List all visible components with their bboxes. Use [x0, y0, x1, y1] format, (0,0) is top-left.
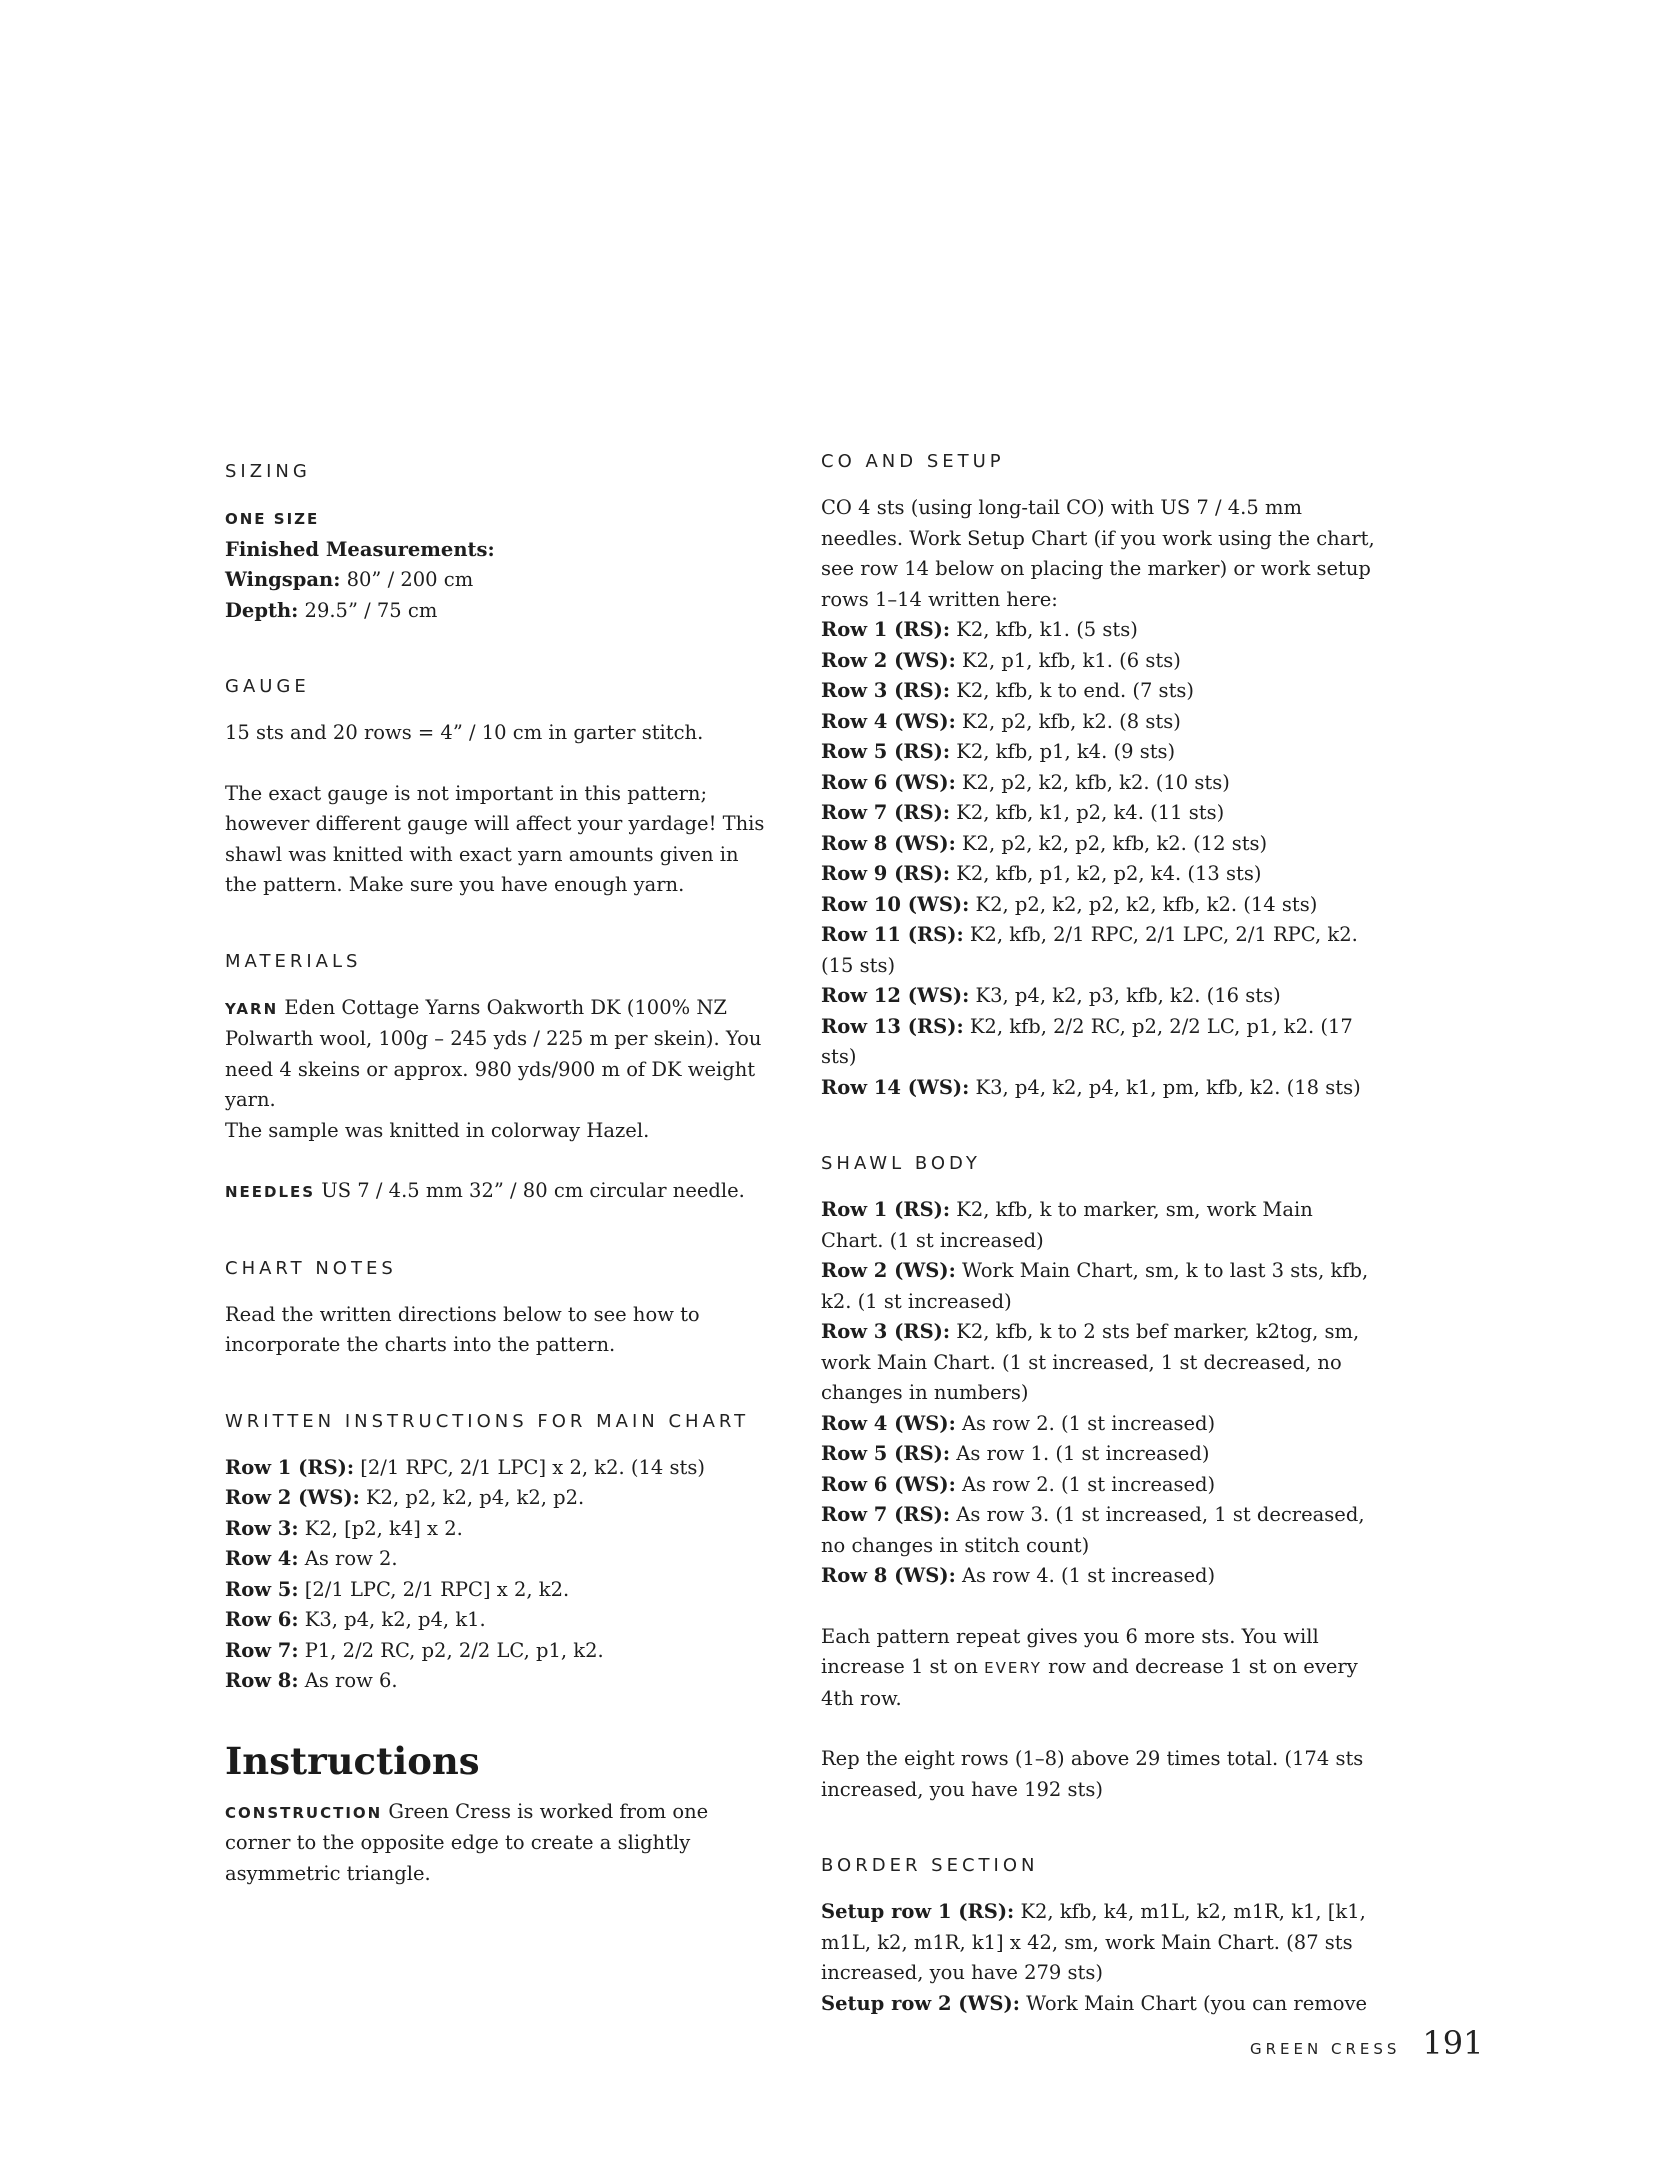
row-label: Row 10 (WS):	[821, 892, 970, 916]
row-text: K2, p2, k2, p4, k2, p2.	[359, 1486, 585, 1509]
rep-paragraph: Rep the eight rows (1–8) above 29 times total. (174 sts increased, you have 192 sts)	[821, 1747, 1364, 1801]
row-label: Row 2 (WS):	[225, 1486, 360, 1509]
written-instructions-heading: WRITTEN INSTRUCTIONS FOR MAIN CHART	[225, 1410, 750, 1432]
row-text: As row 6.	[298, 1669, 398, 1692]
row-item	[821, 1256, 1381, 1317]
row-label: Row 3:	[225, 1516, 299, 1540]
wingspan-value: 80” / 200 cm	[340, 568, 474, 591]
shawl-body-section	[821, 1147, 1381, 1805]
row-item	[821, 981, 1381, 1012]
shawl-body-rows	[821, 1195, 1381, 1592]
row-text: K2, p2, k2, kfb, k2. (10 sts)	[955, 770, 1230, 794]
row-text: K3, p4, k2, p3, kfb, k2. (16 sts)	[969, 984, 1281, 1007]
row-label: Row 5:	[225, 1577, 299, 1601]
row-item	[821, 920, 1381, 981]
materials-heading: MATERIALS	[225, 950, 362, 972]
instructions-section	[225, 1737, 765, 1890]
row-item	[821, 859, 1381, 890]
chart-notes-heading: CHART NOTES	[225, 1257, 397, 1279]
needles-line	[225, 1176, 765, 1208]
row-item	[225, 1453, 765, 1484]
row-text: As row 2.	[298, 1547, 398, 1570]
row-text: P1, 2/2 RC, p2, 2/2 LC, p1, k2.	[298, 1638, 604, 1662]
row-text: K2, p1, kfb, k1. (6 sts)	[955, 648, 1181, 672]
row-text: K2, kfb, 2/1 RPC, 2/1 LPC, 2/1 RPC, k2. (15 sts)	[821, 923, 1358, 977]
yarn-label: YARN	[225, 999, 279, 1018]
row-label: Row 7 (RS):	[821, 1503, 951, 1526]
row-text: As row 3. (1 st increased, 1 st decreased, no changes in stitch count)	[821, 1503, 1365, 1557]
repeat-paragraph	[821, 1622, 1381, 1715]
row-label: Row 7 (RS):	[821, 801, 951, 824]
row-label: Row 4:	[225, 1547, 299, 1570]
row-label: Row 8 (WS):	[821, 831, 956, 855]
row-label: Row 1 (RS):	[821, 1198, 951, 1221]
row-text: K2, [p2, k4] x 2.	[298, 1516, 463, 1540]
row-label: Row 1 (RS):	[821, 618, 951, 641]
instructions-title: Instructions	[225, 1738, 480, 1783]
row-item	[821, 829, 1381, 860]
row-text: K2, p2, k2, p2, kfb, k2. (12 sts)	[955, 831, 1268, 855]
row-item	[821, 615, 1381, 646]
co-setup-section	[821, 445, 1381, 1103]
row-text: K2, kfb, p1, k2, p2, k4. (13 sts)	[950, 862, 1262, 885]
row-item	[821, 646, 1381, 677]
row-text: As row 1. (1 st increased)	[950, 1442, 1210, 1465]
row-text: K2, kfb, k1, p2, k4. (11 sts)	[950, 801, 1225, 824]
row-item	[821, 707, 1381, 738]
row-label: Row 4 (WS):	[821, 709, 956, 733]
row-label: Row 3 (RS):	[821, 1320, 951, 1343]
needles-text: US 7 / 4.5 mm 32” / 80 cm circular needle.	[315, 1179, 745, 1202]
row-label: Setup row 1 (RS):	[821, 1900, 1015, 1923]
construction-label: CONSTRUCTION	[225, 1803, 383, 1822]
depth-label: Depth:	[225, 598, 299, 622]
row-item	[821, 1439, 1381, 1470]
row-text: K2, p2, kfb, k2. (8 sts)	[955, 709, 1181, 733]
row-text: As row 2. (1 st increased)	[955, 1472, 1216, 1496]
depth-line	[225, 596, 765, 627]
size-label	[225, 503, 765, 535]
row-label: Row 1 (RS):	[225, 1455, 355, 1479]
row-item	[821, 1500, 1381, 1561]
row-item	[225, 1636, 765, 1667]
construction-text: Green Cress is worked from one corner to the opposite edge to create a slightly asymmetric triangle.	[225, 1799, 709, 1885]
row-text: [2/1 LPC, 2/1 RPC] x 2, k2.	[298, 1577, 570, 1601]
row-item	[821, 798, 1381, 829]
row-label: Row 6 (WS):	[821, 770, 956, 794]
footer-title: GREEN CRESS	[1250, 2040, 1401, 2058]
written-instructions-section	[225, 1405, 765, 1697]
row-label: Row 5 (RS):	[821, 740, 951, 763]
setup-rows	[821, 615, 1381, 1103]
row-item	[821, 676, 1381, 707]
finished-measurements-label: Finished Measurements:	[225, 537, 495, 561]
border-heading: BORDER SECTION	[821, 1855, 1039, 1876]
row-item	[225, 1605, 765, 1636]
row-label: Row 6:	[225, 1608, 299, 1631]
gauge-paragraph-1: 15 sts and 20 rows = 4” / 10 cm in garter stitch.	[225, 721, 704, 744]
main-chart-rows	[225, 1453, 765, 1697]
needles-label: NEEDLES	[225, 1183, 316, 1201]
row-item	[821, 890, 1381, 921]
yarn-text: Eden Cottage Yarns Oakworth DK (100% NZ Polwarth wool, 100g – 245 yds / 225 m per skein). You need 4 skeins or approx. 980 yds/900 m of DK weight yarn.	[225, 995, 762, 1111]
row-item	[225, 1483, 765, 1514]
row-item	[821, 1989, 1381, 2020]
row-label: Row 7:	[225, 1638, 299, 1662]
co-setup-heading: CO AND SETUP	[821, 451, 1005, 472]
row-item	[821, 1195, 1381, 1256]
row-text: K2, kfb, p1, k4. (9 sts)	[950, 740, 1176, 763]
row-label: Row 4 (WS):	[821, 1411, 956, 1435]
row-item	[821, 1073, 1381, 1104]
depth-value: 29.5” / 75 cm	[298, 598, 438, 622]
row-item	[821, 1012, 1381, 1073]
row-text: K2, kfb, 2/2 RC, p2, 2/2 LC, p1, k2. (17 sts)	[821, 1014, 1353, 1068]
sizing-section	[225, 455, 765, 626]
row-text: K2, kfb, k to end. (7 sts)	[950, 679, 1195, 702]
row-label: Row 6 (WS):	[821, 1472, 956, 1496]
row-label: Row 2 (WS):	[821, 648, 956, 672]
page-number: 191	[1422, 2024, 1484, 2062]
wingspan-label: Wingspan:	[225, 568, 341, 591]
row-text: K2, kfb, k4, m1L, k2, m1R, k1, [k1, m1L, k2, m1R, k1] x 42, sm, work Main Chart. (87 sts increased, you have 279 sts)	[821, 1900, 1366, 1984]
row-item	[225, 1514, 765, 1545]
row-text: Work Main Chart, sm, k to last 3 sts, kfb, k2. (1 st increased)	[821, 1259, 1369, 1313]
row-item	[225, 1544, 765, 1575]
gauge-section	[225, 670, 765, 901]
row-item	[821, 1470, 1381, 1501]
row-item	[821, 768, 1381, 799]
row-label: Row 13 (RS):	[821, 1014, 964, 1038]
one-size-label: ONE SIZE	[225, 510, 320, 528]
repeat-text-b: row and decrease 1 st on every 4th row.	[821, 1655, 1358, 1710]
chart-notes-text: Read the written directions below to see how to incorporate the charts into the pattern.	[225, 1302, 700, 1356]
row-item	[821, 1409, 1381, 1440]
row-label: Row 14 (WS):	[821, 1075, 970, 1099]
row-text: As row 2. (1 st increased)	[955, 1411, 1216, 1435]
row-text: K2, p2, k2, p2, k2, kfb, k2. (14 sts)	[969, 892, 1318, 916]
row-text: As row 4. (1 st increased)	[955, 1564, 1216, 1587]
materials-section	[225, 945, 765, 1208]
gauge-paragraph-2: The exact gauge is not important in this pattern; however different gauge will affect your yardage! This shawl was knitted with exact yarn amounts given in the pattern. Make sure you have enough yarn.	[225, 781, 765, 896]
row-text: K2, kfb, k to 2 sts bef marker, k2tog, sm, work Main Chart. (1 st increased, 1 st decreased, no changes in numbers)	[821, 1320, 1360, 1404]
row-text: K2, kfb, k to marker, sm, work Main Chart. (1 st increased)	[821, 1198, 1313, 1252]
row-label: Setup row 2 (WS):	[821, 1991, 1020, 2015]
gauge-heading: GAUGE	[225, 676, 310, 697]
row-label: Row 3 (RS):	[821, 679, 951, 702]
repeat-text-a: Each pattern repeat gives you 6 more sts. You will increase 1 st on	[821, 1624, 1319, 1678]
row-text: [2/1 RPC, 2/1 LPC] x 2, k2. (14 sts)	[354, 1455, 705, 1479]
chart-notes-section	[225, 1252, 765, 1361]
row-item	[225, 1575, 765, 1606]
row-label: Row 12 (WS):	[821, 984, 970, 1007]
construction-paragraph	[225, 1797, 765, 1890]
row-item	[821, 1561, 1381, 1592]
row-item	[225, 1666, 765, 1697]
row-label: Row 9 (RS):	[821, 862, 951, 885]
row-item	[821, 1317, 1381, 1409]
yarn-line	[225, 993, 765, 1116]
row-item	[821, 737, 1381, 768]
shawl-body-heading: SHAWL BODY	[821, 1153, 981, 1174]
row-text: K2, kfb, k1. (5 sts)	[950, 618, 1138, 641]
row-label: Row 8 (WS):	[821, 1564, 956, 1587]
yarn-paragraph	[225, 993, 765, 1147]
right-column	[821, 445, 1381, 2019]
repeat-every: EVERY	[984, 1659, 1042, 1677]
row-text: Work Main Chart (you can remove	[1019, 1991, 1368, 2015]
page-footer	[1250, 2024, 1483, 2064]
row-label: Row 8:	[225, 1669, 299, 1692]
row-item	[821, 1897, 1381, 1989]
sizing-heading: SIZING	[225, 461, 311, 482]
wingspan-line	[225, 565, 765, 596]
row-label: Row 11 (RS):	[821, 923, 964, 946]
yarn-colorway: The sample was knitted in colorway Hazel.	[225, 1118, 650, 1142]
left-column	[225, 455, 765, 1889]
finished-measurements	[225, 535, 765, 566]
row-text: K3, p4, k2, p4, k1, pm, kfb, k2. (18 sts)	[969, 1075, 1361, 1099]
border-section	[821, 1849, 1381, 2019]
co-setup-intro: CO 4 sts (using long-tail CO) with US 7 / 4.5 mm needles. Work Setup Chart (if you work using the chart, see row 14 below on placing the marker) or work setup rows 1–14 written here:	[821, 496, 1375, 611]
row-label: Row 5 (RS):	[821, 1442, 951, 1465]
row-label: Row 2 (WS):	[821, 1259, 956, 1282]
row-text: K3, p4, k2, p4, k1.	[298, 1608, 486, 1631]
